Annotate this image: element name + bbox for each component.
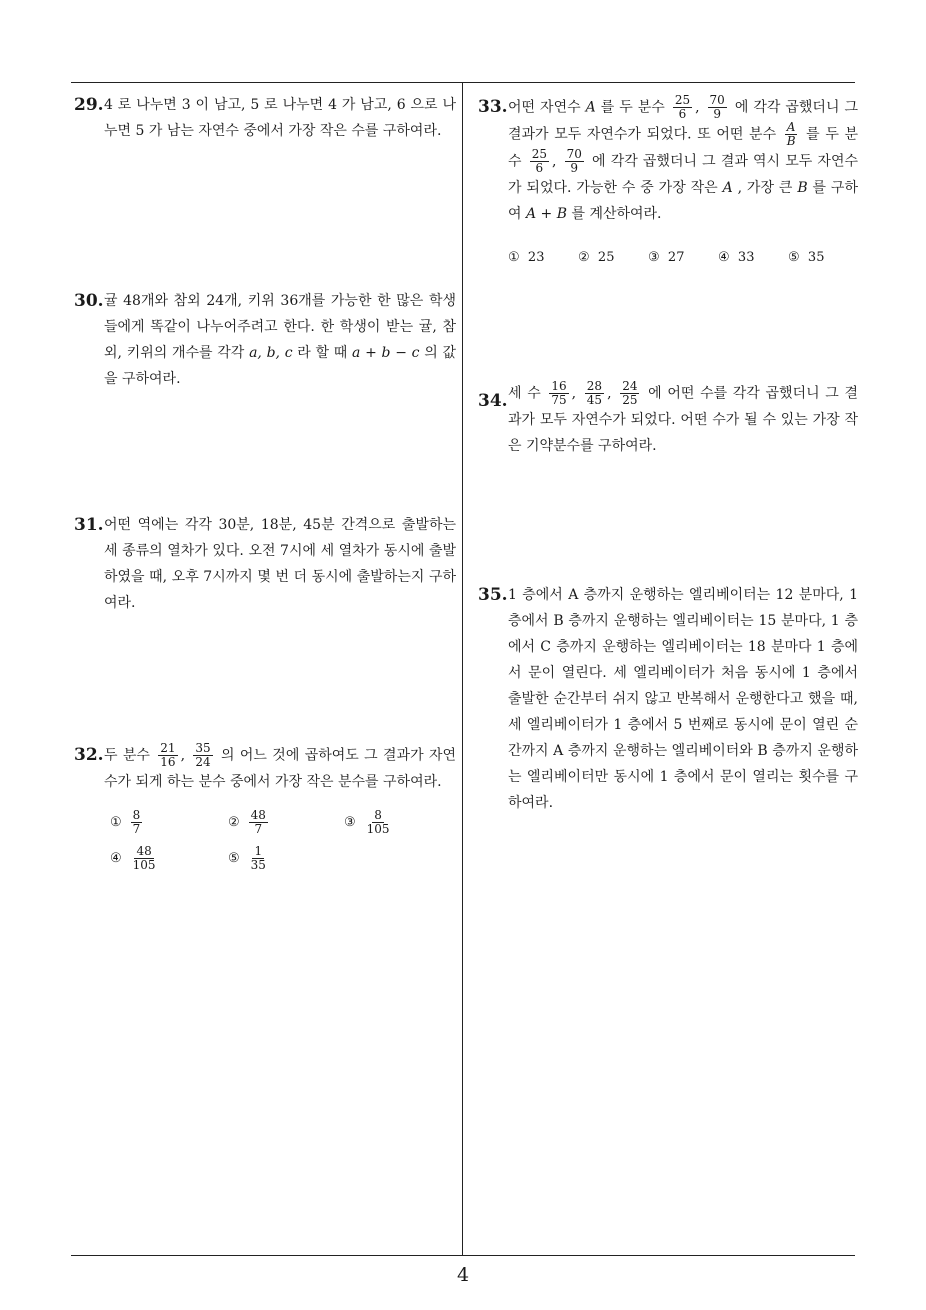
problem-text: 에 각각 곱했더니 그 결과가 모두 자연수가 되었다. 또 어떤 분수 [508,99,858,143]
fraction: $\frac{35}{24}$ [195,741,211,769]
fraction: $\frac{16}{75}$ [551,379,567,407]
problem-text: , 가장 큰 [732,180,798,196]
fraction: $\frac{24}{25}$ [622,379,638,407]
problem-text: 4 로 나누면 3 이 남고, 5 로 나누면 4 가 남고, 6 으로 나누면 5 가 남는 자연수 중에서 가장 작은 수를 구하여라. [104,97,456,139]
choice-5[interactable]: ⑤ 35 [788,250,825,265]
answer-choices [104,809,456,889]
page-number: 4 [456,1264,470,1286]
problem-30 [74,288,456,392]
choice-1[interactable]: ① $\frac{8}{7}$ [110,808,141,836]
choice-1[interactable]: ① 23 [508,250,545,265]
problem-text: 를 두 분수 [508,126,858,170]
problem-text: 를 구하여 [508,180,858,222]
problem-text: 두 분수 [104,747,150,764]
bottom-rule [71,1255,855,1256]
problem-text: 를 두 분수 [595,99,665,116]
problem-number: 32. [74,745,104,765]
problem-number: 35. [478,585,508,605]
problem-text: 어떤 역에는 각각 30분, 18분, 45분 간격으로 출발하는 세 종류의 열차가 있다. 오전 7시에 세 열차가 동시에 출발하였을 때, 오후 7시까지 몇 번 더 동시에 출발하는지 구하여라. [104,517,456,611]
problem-text: 의 값을 구하여라. [104,345,457,387]
choice-5[interactable]: ⑤ $\frac{1}{35}$ [228,844,266,872]
variable-b: B [797,180,808,196]
top-rule [71,82,855,83]
problem-32: 32. 두 분수 $\frac{21}{16}$ , $\frac{35}{24}$ 의 어느 것에 곱하여도 그 결과가 자연수가 되게 하는 분수 중에서 가장 작은 분수를 구하여라. ① $\frac{8}{7}$ ② $\frac{48}{7}$ ③ $\frac{8}{105}$ ④ $\frac{48}{105}$ ⑤ $\frac{1}{35}$ [74,742,456,889]
choice-3[interactable]: ③ 27 [648,250,685,265]
choice-2[interactable]: ② 25 [578,250,615,265]
problem-text: 라 할 때 [292,345,353,361]
fraction: $\frac{25}{6}$ [674,93,691,121]
expression: A + B [525,206,568,222]
choice-3[interactable]: ③ $\frac{8}{105}$ [344,808,390,836]
problem-35 [478,582,858,816]
expression: a + b − c [352,345,420,361]
problem-29 [74,92,456,144]
fraction: $\frac{70}{9}$ [566,147,582,175]
problem-text: 를 계산하여라. [567,206,662,222]
choice-4[interactable]: ④ 33 [718,250,755,265]
choice-4[interactable]: ④ $\frac{48}{105}$ [110,844,156,872]
variables: a, b, c [249,345,293,361]
fraction: $\frac{70}{9}$ [709,93,725,121]
fraction: $\frac{28}{45}$ [586,379,603,407]
problem-text: 1 층에서 A 층까지 운행하는 엘리베이터는 12 분마다, 1 층에서 B 층까지 운행하는 엘리베이터는 15 분마다, 1 층에서 C 층까지 운행하는 엘리베이터는 18 분마다 1 층에서 문이 열린다. 세 엘리베이터가 처음 동시에 1 층에서 출발한 순간부터 쉬지 않고 반복해서 운행한다고 했을 때, 세 엘리베이터가 1 층에서 5 번째로 동시에 문이 열린 순간까지 A 층까지 운행하는 엘리베이터와 B 층까지 운행하는 엘리베이터만 동시에 1 층에서 문이 열리는 횟수를 구하여라. [508,587,858,811]
problem-31 [74,512,456,616]
problem-text: 에 어떤 수를 각각 곱했더니 그 결과가 모두 자연수가 되었다. 어떤 수가 될 수 있는 가장 작은 기약분수를 구하여라. [508,385,858,454]
problem-text: 세 수 [508,385,541,402]
choice-2[interactable]: ② $\frac{48}{7}$ [228,808,266,836]
variable-a: A [585,99,596,116]
column-divider [462,82,463,1256]
fraction-a-over-b: $\frac{A}{B}$ [786,120,796,148]
problem-number: 29. [74,95,104,115]
problem-number: 31. [74,515,104,535]
answer-choices [508,245,858,271]
problem-34: 34. 세 수 $\frac{16}{75}$ , $\frac{28}{45}$ , $\frac{24}{25}$ 에 어떤 수를 각각 곱했더니 그 결과가 모두 자연수가 되었다. 어떤 수가 될 수 있는 가장 작은 기약분수를 구하여라. [478,379,858,454]
fraction: $\frac{25}{6}$ [531,147,547,175]
problem-33: 33. 어떤 자연수 A 를 두 분수 $\frac{25}{6}$ , $\frac{70}{9}$ 에 각각 곱했더니 그 결과가 모두 자연수가 되었다. 또 어떤 분수 $\frac{A}{B}$ 를 두 분수 $\frac{25}{6}$ , $\frac{70}{9}$ 에 각각 곱했더니 그 결과 역시 모두 자연수가 되었다. 가능한 수 중 가장 작은 A , 가장 큰 B 를 구하여 A + B 를 계산하여라. ① 23 ② 25 ③ 27 ④ 33 ⑤ 35 [478,94,858,271]
problem-number: 30. [74,291,104,311]
problem-text: 어떤 자연수 [508,99,586,116]
problem-text: 에 각각 곱했더니 그 결과 역시 모두 자연수가 되었다. 가능한 수 중 가장 작은 [508,153,858,196]
variable-a: A [722,180,733,196]
problem-number: 33. [478,97,508,117]
problem-number: 34. [478,391,508,411]
fraction: $\frac{21}{16}$ [160,741,176,769]
problem-text: 귤 48개와 참외 24개, 키위 36개를 가능한 한 많은 학생들에게 똑같이 나누어주려고 한다. 한 학생이 받는 귤, 참외, 키위의 개수를 각각 [104,293,456,361]
problem-text: 의 어느 것에 곱하여도 그 결과가 자연수가 되게 하는 분수 중에서 가장 작은 분수를 구하여라. [104,747,457,790]
